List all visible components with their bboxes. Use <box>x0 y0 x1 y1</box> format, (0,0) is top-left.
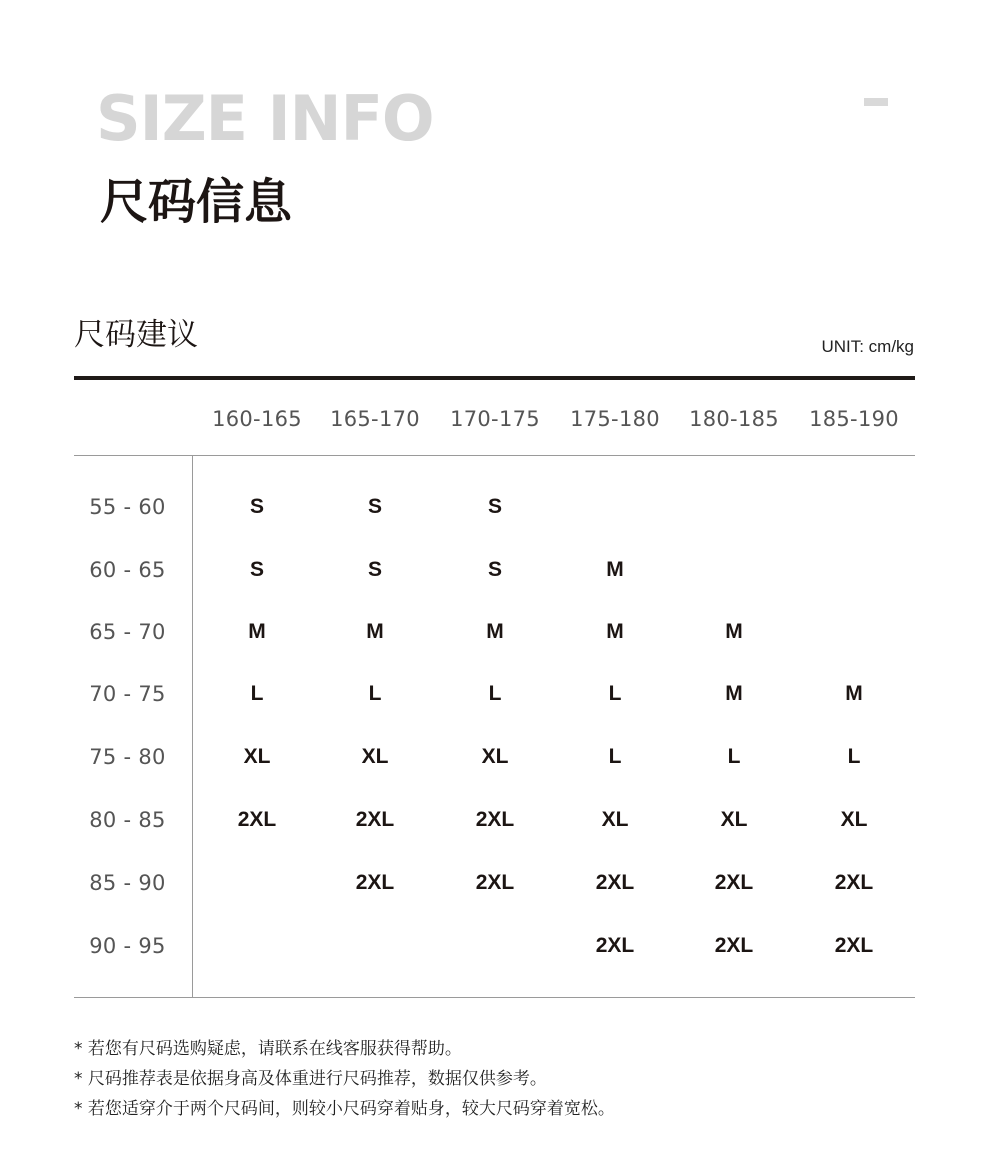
note-line: * 若您有尺码选购疑虑，请联系在线客服获得帮助。 <box>74 1039 462 1059</box>
size-cell: M <box>366 620 384 643</box>
size-cell: S <box>249 495 264 518</box>
size-cell: S <box>487 558 502 581</box>
height-header: 175-180 <box>570 407 660 431</box>
size-cell: L <box>608 745 622 768</box>
size-cell: 2XL <box>595 934 635 957</box>
title-chinese: 尺码信息 <box>100 174 293 230</box>
weight-label: 55 - 60 <box>89 495 166 519</box>
size-cell: S <box>367 558 382 581</box>
weight-label: 85 - 90 <box>89 871 166 895</box>
size-cell: XL <box>601 808 629 831</box>
height-header: 185-190 <box>809 407 899 431</box>
size-cell: 2XL <box>714 934 754 957</box>
size-cell: 2XL <box>237 808 277 831</box>
size-cell: M <box>606 620 624 643</box>
section-title: 尺码建议 <box>74 317 198 353</box>
size-cell: XL <box>361 745 389 768</box>
size-cell: M <box>845 682 863 705</box>
size-cell: 2XL <box>834 871 874 894</box>
height-header: 160-165 <box>212 407 302 431</box>
table-bottom-rule <box>74 997 915 998</box>
weight-label: 90 - 95 <box>89 934 166 958</box>
size-cell: M <box>606 558 624 581</box>
size-cell: M <box>725 682 743 705</box>
weight-column-divider <box>192 455 193 997</box>
size-cell: M <box>248 620 266 643</box>
size-cell: XL <box>481 745 509 768</box>
title-english: SIZE INFO <box>96 82 434 155</box>
notes <box>74 1034 615 1124</box>
weight-label: 60 - 65 <box>89 558 166 582</box>
size-cell: S <box>367 495 382 518</box>
decorative-dash <box>864 98 888 106</box>
size-cell: 2XL <box>475 871 515 894</box>
size-cell: M <box>725 620 743 643</box>
size-cell: 2XL <box>355 808 395 831</box>
size-cell: XL <box>243 745 271 768</box>
note-line: * 尺码推荐表是依据身高及体重进行尺码推荐，数据仅供参考。 <box>74 1069 547 1089</box>
size-cell: L <box>847 745 861 768</box>
height-header: 180-185 <box>689 407 779 431</box>
size-cell: XL <box>840 808 868 831</box>
weight-label: 75 - 80 <box>89 745 166 769</box>
note-line: * 若您适穿介于两个尺码间，则较小尺码穿着贴身，较大尺码穿着宽松。 <box>74 1099 615 1119</box>
size-cell: L <box>488 682 502 705</box>
table-top-rule <box>74 376 915 380</box>
weight-label: 80 - 85 <box>89 808 166 832</box>
size-cell: 2XL <box>595 871 635 894</box>
unit-label: UNIT: cm/kg <box>821 337 914 356</box>
size-cell: S <box>249 558 264 581</box>
size-cell: L <box>250 682 264 705</box>
size-cell: 2XL <box>475 808 515 831</box>
size-cell: L <box>368 682 382 705</box>
size-cell: L <box>727 745 741 768</box>
size-cell: M <box>486 620 504 643</box>
size-cell: S <box>487 495 502 518</box>
weight-label: 65 - 70 <box>89 620 166 644</box>
weight-label: 70 - 75 <box>89 682 166 706</box>
header-divider <box>74 455 915 456</box>
size-cell: 2XL <box>714 871 754 894</box>
height-header: 170-175 <box>450 407 540 431</box>
size-cell: 2XL <box>834 934 874 957</box>
size-cell: XL <box>720 808 748 831</box>
height-header: 165-170 <box>330 407 420 431</box>
size-cell: 2XL <box>355 871 395 894</box>
size-cell: L <box>608 682 622 705</box>
